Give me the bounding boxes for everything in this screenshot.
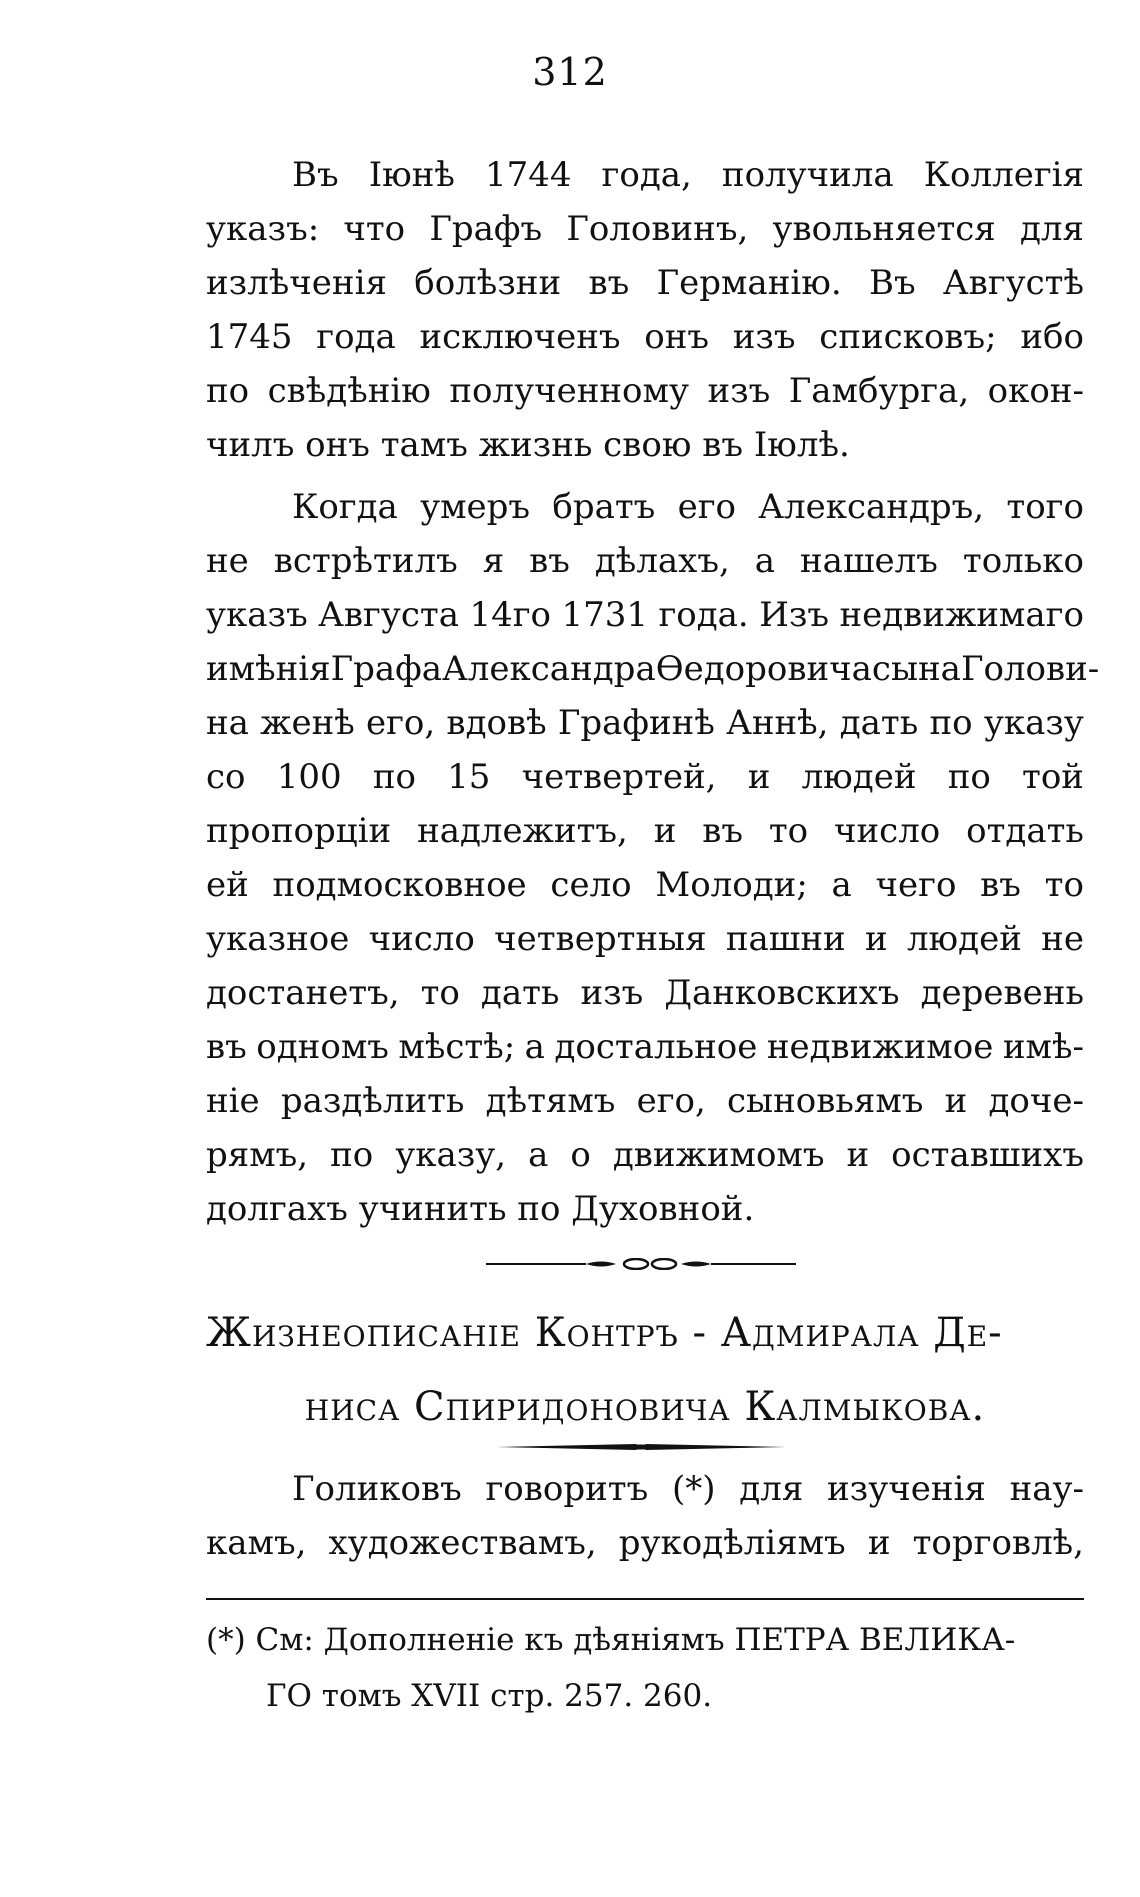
text-line: указъ Августа 14го 1731 года. Изъ недвижимаго [206,595,1084,635]
text-line: указное число четвертныя пашни и людей не [206,919,1084,959]
text-line: въ одномъ мѣстѣ; а достальное недвижимое имѣ- [206,1027,1084,1067]
footnote-divider [206,1598,1084,1600]
text-line: ей подмосковное село Молоди; а чего въ то [206,865,1084,905]
text-line: Когда умеръ братъ его Александръ, того [292,487,1084,527]
text-line: имѣнія Графа Александра Ѳедоровича сына Голови- [206,649,1100,689]
text-line: не встрѣтилъ я въ дѣлахъ, а нашелъ только [206,541,1084,581]
text-line: ніе раздѣлить дѣтямъ его, сыновьямъ и доче- [206,1081,1084,1121]
footnote-line-2: ГО томъ XVII стр. 257. 260. [266,1678,713,1714]
heading-line-1: Жизнеописаніе Контръ - Адмирала Де- [206,1310,1003,1356]
section-heading-continued [206,1372,1084,1442]
section-heading [206,1298,1084,1368]
text-line: указъ: что Графъ Головинъ, увольняется для [206,209,1084,249]
footnote-line-1: (*) См: Дополненіе къ дѣяніямъ ПЕТРА ВЕЛИКА- [206,1622,1016,1658]
text-line: рямъ, по указу, а о движимомъ и оставшихъ [206,1135,1084,1175]
text-line: Въ Іюнѣ 1744 года, получила Коллегія [292,155,1084,195]
paragraph-1 [206,148,1084,472]
paragraph-3 [206,1462,1084,1570]
text-line: камъ, художествамъ, рукодѣліямъ и торговлѣ, [206,1523,1084,1563]
text-line: пропорціи надлежитъ, и въ то число отдать [206,811,1084,851]
text-line: по свѣдѣнію полученному изъ Гамбурга, окон- [206,371,1084,411]
heading-line-2: ниса Спиридоновича Калмыкова. [304,1384,986,1430]
paragraph-2 [206,480,1100,1236]
text-line: на женѣ его, вдовѣ Графинѣ Аннѣ, дать по указу [206,703,1084,743]
ornament-rule-icon [496,1442,786,1452]
ornament-divider-icon [486,1258,796,1270]
text-line: чилъ онъ тамъ жизнь свою въ Іюлѣ. [206,425,850,465]
text-line: Голиковъ говоритъ (*) для изученія нау- [292,1469,1084,1509]
page-number: 312 [532,50,608,94]
text-line: излѣченія болѣзни въ Германію. Въ Августѣ [206,263,1084,303]
text-line: достанетъ, то дать изъ Данковскихъ деревень [206,973,1084,1013]
text-line: долгахъ учинить по Духовной. [206,1189,755,1229]
footnote [206,1612,1084,1724]
text-line: со 100 по 15 четвертей, и людей по той [206,757,1084,797]
text-line: 1745 года исключенъ онъ изъ списковъ; ибо [206,317,1084,357]
